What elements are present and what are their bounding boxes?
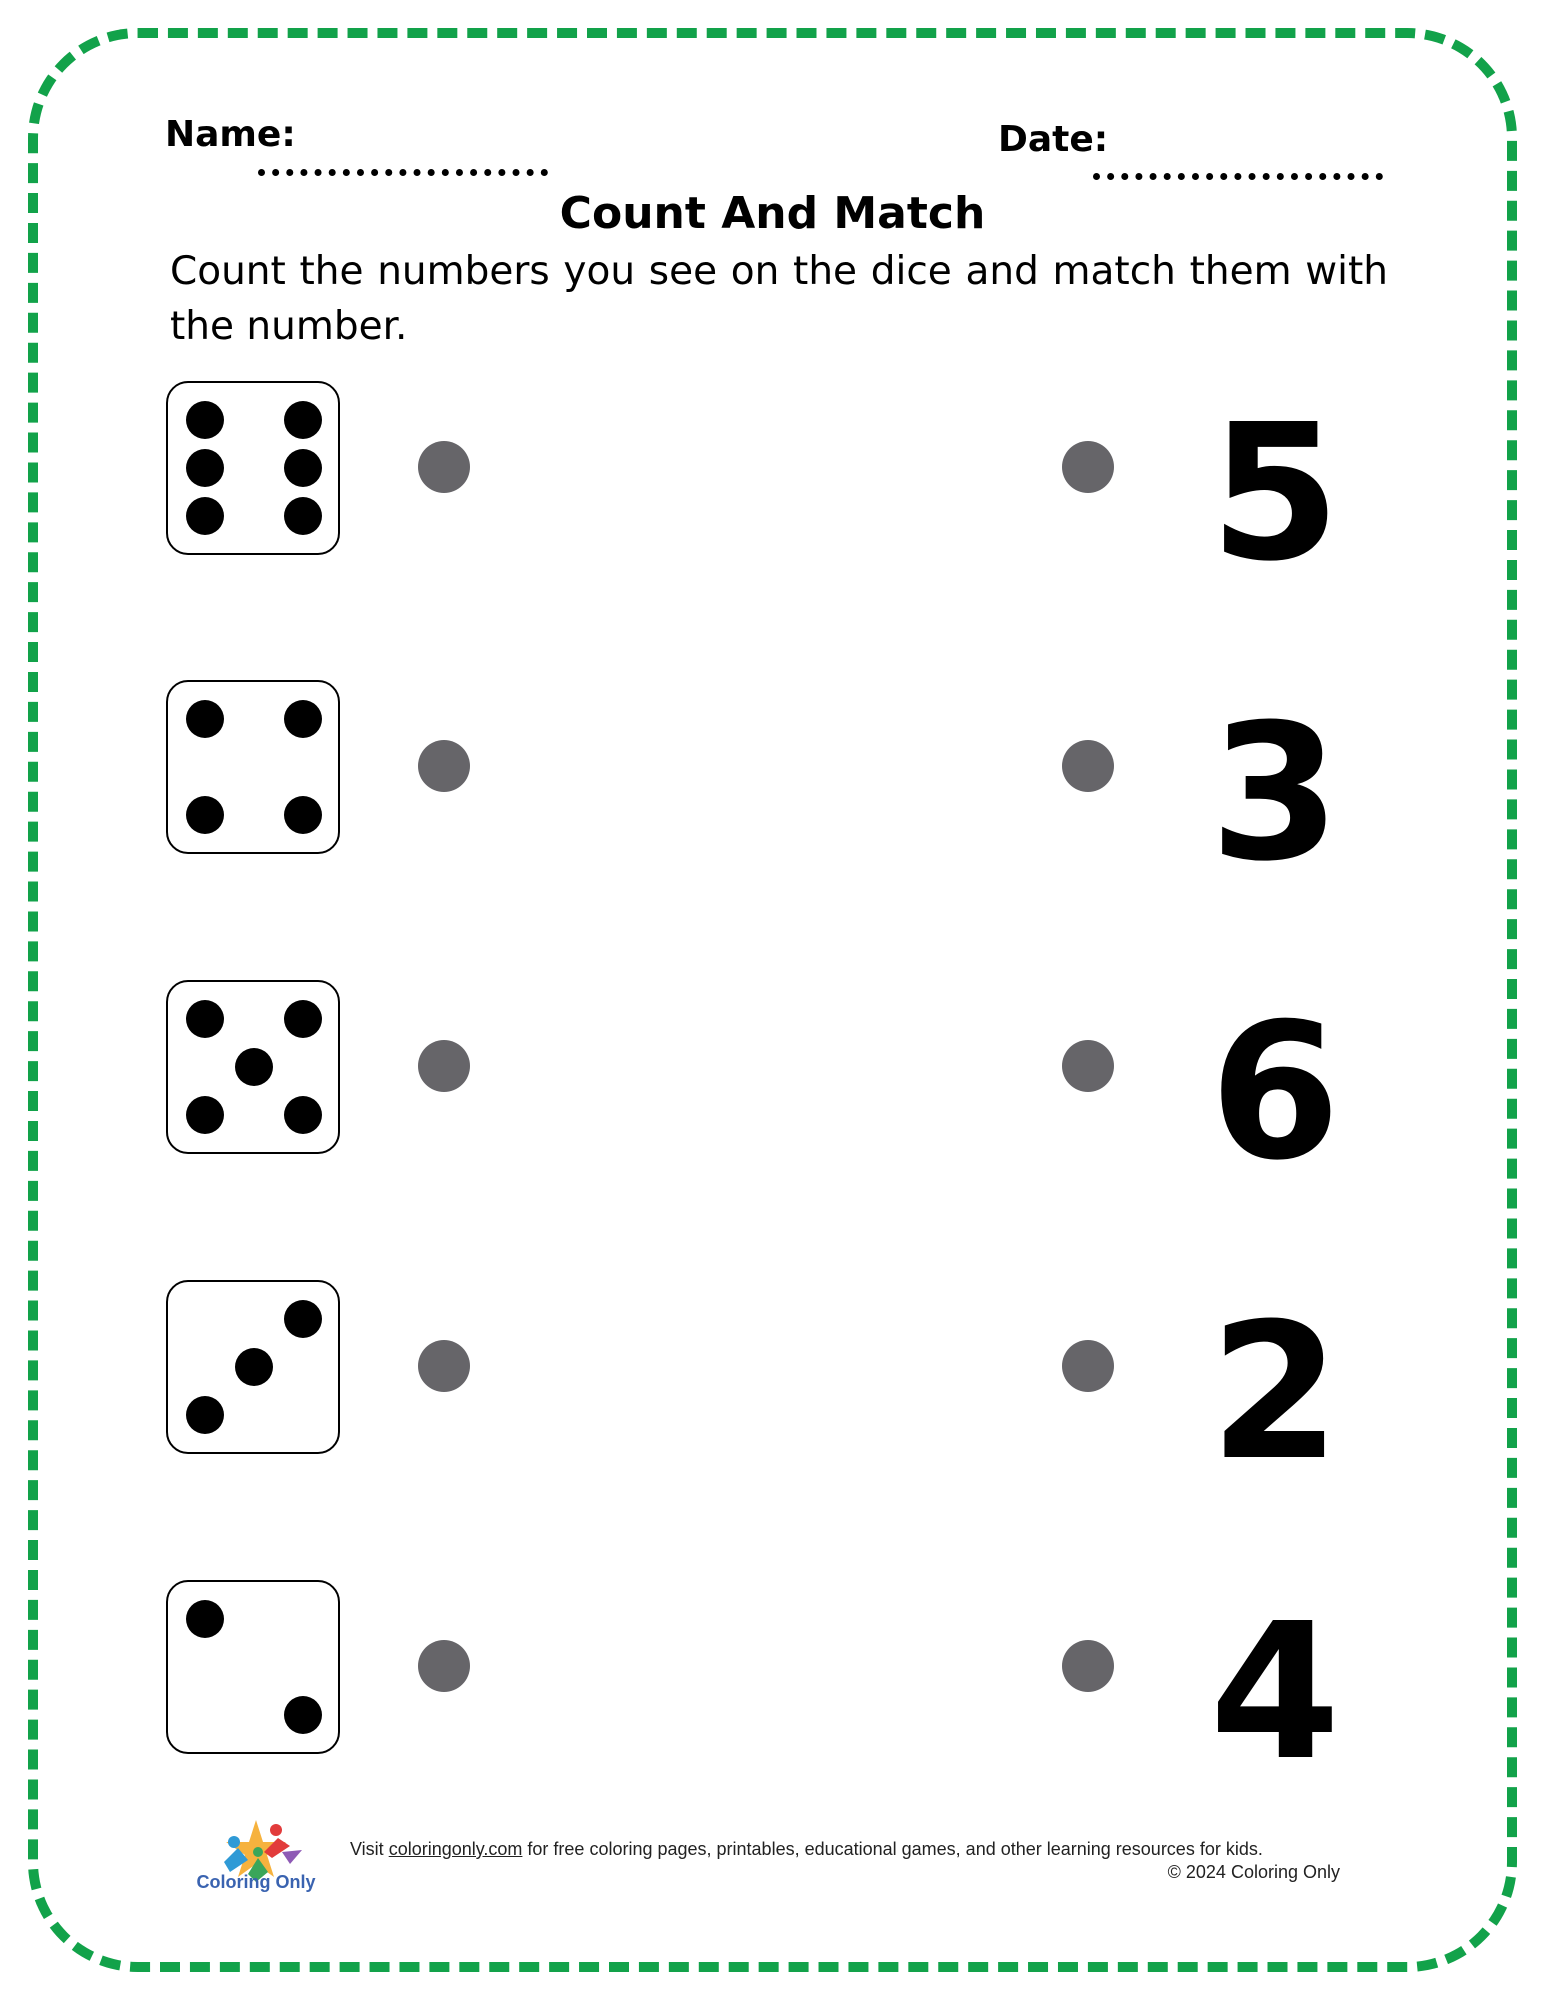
right-connector-dot-3[interactable] xyxy=(1062,1040,1114,1092)
die-pip xyxy=(186,1096,224,1134)
left-connector-dot-2[interactable] xyxy=(418,740,470,792)
worksheet-instructions: Count the numbers you see on the dice and match them with the number. xyxy=(170,249,1388,349)
die-pip xyxy=(186,401,224,439)
right-connector-dot-4[interactable] xyxy=(1062,1340,1114,1392)
number-2: 3 xyxy=(1209,684,1341,903)
die-pip xyxy=(284,1000,322,1038)
die-row-1 xyxy=(166,381,340,555)
die-pip xyxy=(186,1600,224,1638)
copyright-text: © 2024 Coloring Only xyxy=(1167,1862,1340,1882)
right-connector-dot-1[interactable] xyxy=(1062,441,1114,493)
date-line xyxy=(1093,173,1383,180)
die-pip xyxy=(284,796,322,834)
logo-text: Coloring Only xyxy=(196,1872,316,1892)
die-pip xyxy=(186,497,224,535)
die-pip xyxy=(284,700,322,738)
die-pip xyxy=(235,1348,273,1386)
left-connector-dot-1[interactable] xyxy=(418,441,470,493)
die-pip xyxy=(284,1300,322,1338)
right-connector-dot-2[interactable] xyxy=(1062,740,1114,792)
die-pip xyxy=(284,401,322,439)
die-row-5 xyxy=(166,1580,340,1754)
die-pip xyxy=(186,1396,224,1434)
footer-visit-suffix: for free coloring pages, printables, educational games, and other learning resources for kids. xyxy=(522,1839,1263,1859)
date-label: Date: xyxy=(998,119,1109,160)
footer-visit-text xyxy=(350,1836,1340,1863)
die-pip xyxy=(186,700,224,738)
name-line xyxy=(258,169,548,176)
die-pip xyxy=(284,449,322,487)
die-row-2 xyxy=(166,680,340,854)
die-pip xyxy=(186,796,224,834)
die-row-4 xyxy=(166,1280,340,1454)
left-connector-dot-5[interactable] xyxy=(418,1640,470,1692)
die-pip xyxy=(284,1096,322,1134)
die-pip xyxy=(186,449,224,487)
left-connector-dot-3[interactable] xyxy=(418,1040,470,1092)
die-pip xyxy=(284,497,322,535)
die-row-3 xyxy=(166,980,340,1154)
die-pip xyxy=(284,1696,322,1734)
number-3: 6 xyxy=(1209,983,1341,1202)
die-pip xyxy=(186,1000,224,1038)
footer-visit-prefix: Visit xyxy=(350,1839,389,1859)
coloringonly-link[interactable]: coloringonly.com xyxy=(388,1839,523,1859)
number-1: 5 xyxy=(1209,384,1341,603)
worksheet-title: Count And Match xyxy=(559,188,986,239)
name-label: Name: xyxy=(165,114,296,155)
number-5: 4 xyxy=(1209,1583,1341,1802)
right-connector-dot-5[interactable] xyxy=(1062,1640,1114,1692)
die-pip xyxy=(235,1048,273,1086)
left-connector-dot-4[interactable] xyxy=(418,1340,470,1392)
number-4: 2 xyxy=(1209,1283,1341,1502)
